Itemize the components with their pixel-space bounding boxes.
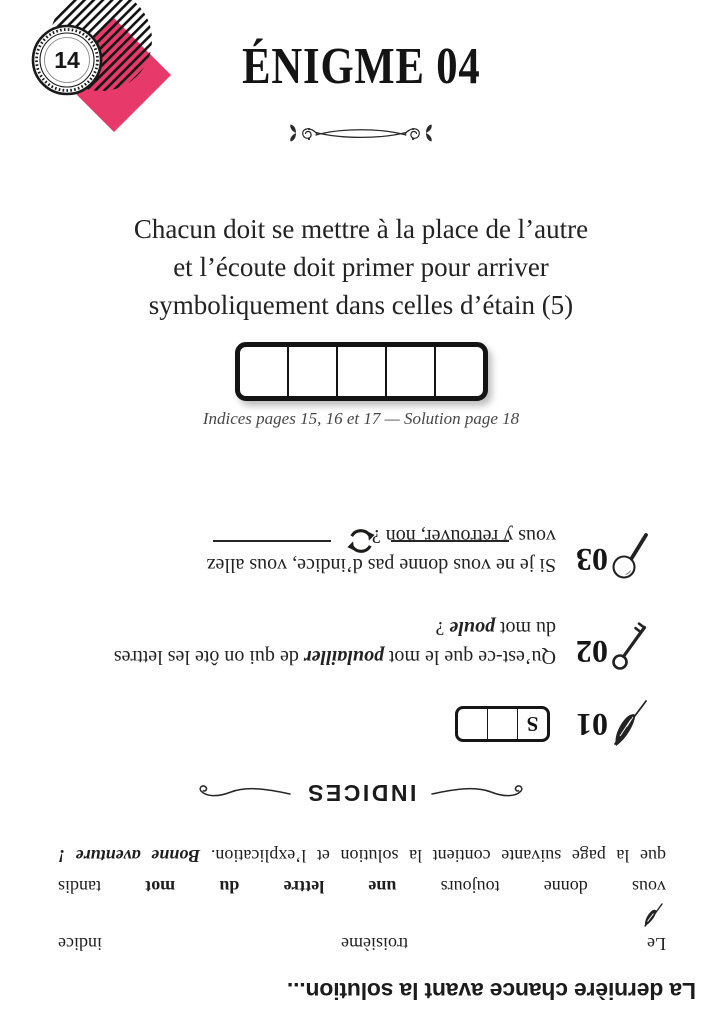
hint-number: 02 (576, 634, 608, 670)
page-title: ÉNIGME 04 (241, 38, 481, 95)
hint-03-text (207, 521, 556, 579)
intro-bold-2: Bonne aventure ! (58, 846, 201, 866)
upside-down-section (0, 525, 722, 1024)
hint-letter-cell (458, 709, 488, 739)
intro-part-3: tandis (57, 877, 146, 897)
hint-02-text (114, 613, 556, 671)
answer-cell (385, 347, 434, 396)
riddle-line-1: Chacun doit se mettre à la place de l’autre (133, 214, 589, 244)
answer-letter-boxes (235, 342, 488, 401)
magnifier-icon (608, 527, 654, 581)
intro-part-2: vous donne toujours (396, 877, 666, 897)
answer-cell (240, 347, 287, 396)
corner-decoration (0, 0, 210, 150)
riddle-line-2: et l’écoute doit primer pour arriver (173, 252, 549, 282)
hint-number: 01 (576, 706, 608, 743)
answer-cell (434, 347, 483, 396)
answer-cell (287, 347, 336, 396)
riddle-text (0, 210, 722, 324)
flourish-left (430, 782, 525, 804)
flourish-right (197, 782, 292, 804)
hint-02-line-1: Qu’est-ce que le mot poulailler de qui on ôte les lettres (113, 646, 556, 668)
hint-02-row (0, 613, 722, 673)
intro-part-4: que la page suivante contient la solution et l’explication. (200, 846, 666, 866)
hint-number: 03 (576, 542, 608, 578)
hint-01-row (0, 697, 722, 751)
hint-letter-cell: S (526, 712, 539, 737)
riddle-line-3: symboliquement dans celles d’étain (5) (148, 290, 574, 320)
page-number-badge (33, 26, 101, 94)
feather-icon (608, 697, 654, 751)
indices-solution-caption: Indices pages 15, 16 et 17 — Solution page 18 (202, 409, 520, 428)
page-number: 14 (54, 47, 80, 73)
hint-letter-cell (488, 709, 518, 739)
hint-letter-boxes (455, 706, 550, 742)
hint-03-line-1: Si je ne vous donne pas d’indice, vous allez (206, 554, 556, 576)
hint-03-line-2: vous y retrouver, non ? (371, 525, 556, 547)
intro-part-1: Le troisième indice (58, 934, 666, 954)
last-chance-heading: La dernière chance avant la solution... (287, 978, 696, 1004)
hint-03-row (0, 521, 722, 581)
indices-title: INDICES (305, 780, 417, 806)
answer-cell (336, 347, 385, 396)
key-icon (608, 619, 654, 673)
intro-bold-1: une lettre du mot (145, 877, 397, 897)
feather-icon (642, 902, 664, 928)
indices-header (0, 779, 722, 806)
hint-02-line-2: du mot poule ? (435, 617, 556, 639)
hints-intro-paragraph (58, 840, 666, 959)
title-flourish-ornament (286, 120, 436, 146)
